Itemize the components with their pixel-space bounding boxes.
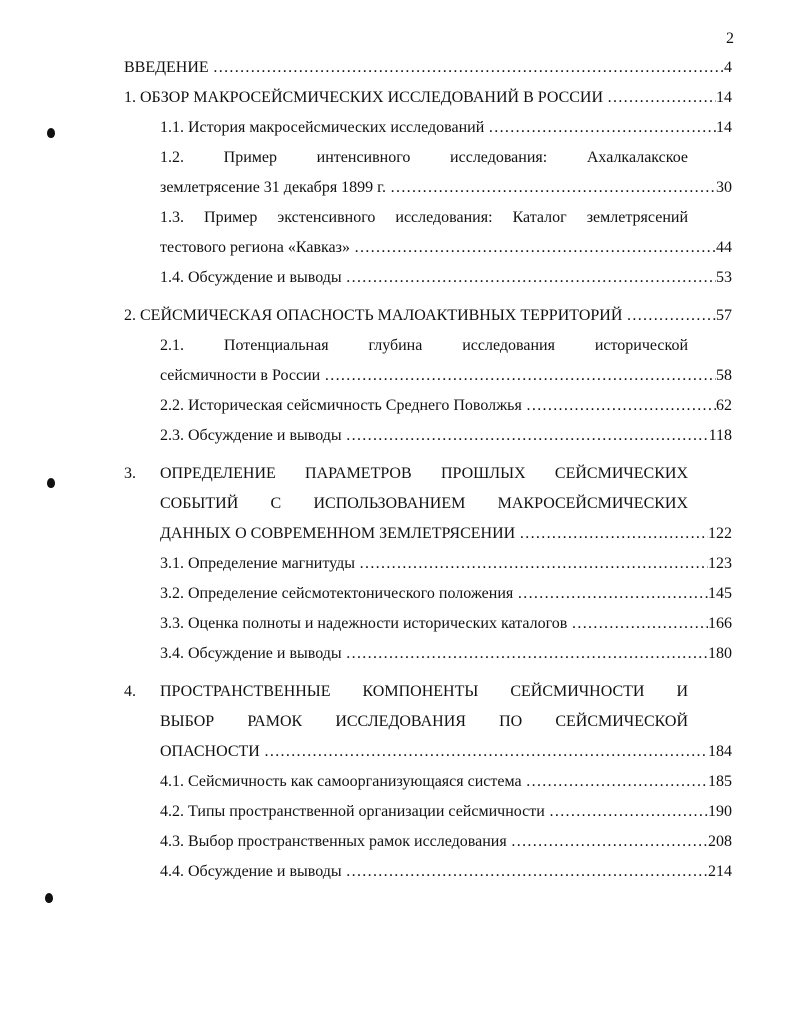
toc-title: тестового региона «Кавказ» [160,239,350,256]
leader-dots [507,832,708,852]
toc-page: 57 [716,307,732,324]
toc-entry-3-4 [160,644,732,664]
leader-dots [342,426,709,446]
leader-dots [209,58,724,78]
leader-dots [386,178,716,198]
toc-title: 3.4. Обсуждение и выводы [160,645,342,662]
toc-title: 2.2. Историческая сейсмичность Среднего Поволжья [160,397,522,414]
toc-page: 118 [708,427,732,444]
word: СЕЙСМИЧЕСКИХ [554,465,688,482]
leader-dots [355,554,708,574]
toc-entry-2-3 [160,426,732,446]
toc-title: 1. ОБЗОР МАКРОСЕЙСМИЧЕСКИХ ИССЛЕДОВАНИЙ В РОССИИ [124,89,604,106]
toc-entry-4-4 [160,862,732,882]
leader-dots [522,772,708,792]
leader-dots [320,366,716,386]
leader-dots [603,88,716,108]
toc-entry-4-2 [160,802,732,822]
word: С [270,495,282,512]
leader-dots [342,268,716,288]
word: ПРОШЛЫХ [440,465,526,482]
toc-page: 44 [716,239,732,256]
toc-page: 4 [724,59,732,76]
leader-dots [567,614,708,634]
toc-page: 122 [708,525,732,542]
toc-entry-1-4 [160,268,732,288]
toc-title: 3.1. Определение магнитуды [160,555,356,572]
toc-entry-2-1-line1 [160,336,688,356]
toc-page: 14 [716,119,732,136]
toc-entry-ch1 [124,88,732,108]
margin-mark [47,478,55,488]
toc-entry-1-3-line1 [160,208,688,228]
toc-title: ОПАСНОСТИ [160,743,260,760]
leader-dots [350,238,716,258]
toc-title: 2. СЕЙСМИЧЕСКАЯ ОПАСНОСТЬ МАЛОАКТИВНЫХ ТЕРРИТОРИЙ [124,307,623,324]
toc-page: 208 [708,833,732,850]
word: РАМОК [247,713,303,730]
toc-page: 145 [708,585,732,602]
toc-title: 1.4. Обсуждение и выводы [160,269,342,286]
word: Пример [223,149,277,166]
leader-dots [522,396,716,416]
toc-entry-ch3-line2 [160,494,688,514]
leader-dots [545,802,708,822]
toc-title: 4.3. Выбор пространственных рамок исследования [160,833,507,850]
toc-entry-ch3-line1 [160,464,688,484]
toc-title: 4.4. Обсуждение и выводы [160,863,342,880]
toc-entry-ch3-line3 [160,524,732,544]
page-number: 2 [726,30,734,47]
word: исследования [462,337,555,354]
toc-page: 184 [708,743,732,760]
word: интенсивного [316,149,411,166]
toc-title: ДАННЫХ О СОВРЕМЕННОМ ЗЕМЛЕТРЯСЕНИИ [160,525,516,542]
toc-page: 62 [716,397,732,414]
toc-entry-3-3 [160,614,732,634]
leader-dots [342,644,708,664]
word: ПО [499,713,523,730]
margin-mark [45,893,53,903]
toc-page: 30 [716,179,732,196]
toc-title: ВВЕДЕНИЕ [124,59,209,76]
word: землетрясений [586,209,688,226]
word: Каталог [512,209,567,226]
toc-entry-intro [124,58,732,78]
toc-title: землетрясение 31 декабря 1899 г. [160,179,386,196]
leader-dots [622,306,716,326]
toc-entry-1-2-line1 [160,148,688,168]
toc-title: 3.3. Оценка полноты и надежности исторических каталогов [160,615,568,632]
leader-dots [342,862,708,882]
word: 1.2. [160,149,184,166]
toc-page: 190 [708,803,732,820]
toc-title: 2.3. Обсуждение и выводы [160,427,342,444]
word: Ахалкалакское [586,149,689,166]
leader-dots [513,584,708,604]
word: исследования: [395,209,493,226]
word: МАКРОСЕЙСМИЧЕСКИХ [497,495,689,512]
word: ПАРАМЕТРОВ [305,465,412,482]
leader-dots [515,524,708,544]
toc-page: 185 [708,773,732,790]
toc-entry-ch4-line1 [160,682,688,702]
word: исследования: [450,149,548,166]
toc-title: 4.1. Сейсмичность как самоорганизующаяся система [160,773,522,790]
toc-entry-ch2 [124,306,732,326]
toc-page: 180 [708,645,732,662]
toc-entry-2-2 [160,396,732,416]
word: исторической [594,337,689,354]
toc-entry-1-3-line2 [160,238,732,258]
word: 1.3. [160,209,184,226]
toc-page: 123 [708,555,732,572]
toc-entry-3-1 [160,554,732,574]
toc-page: 58 [716,367,732,384]
toc-entry-ch4-line3 [160,742,732,762]
word: И [676,683,689,700]
toc-title: сейсмичности в России [160,367,321,384]
toc-title: 1.1. История макросейсмических исследований [160,119,485,136]
leader-dots [260,742,708,762]
toc-page: 166 [708,615,732,632]
word: СЕЙСМИЧЕСКОЙ [555,713,689,730]
word: ПРОСТРАНСТВЕННЫЕ [160,683,331,700]
chapter-number: 3. [124,465,136,482]
word: ИССЛЕДОВАНИЯ [335,713,466,730]
toc-entry-1-2-line2 [160,178,732,198]
toc-page: 214 [708,863,732,880]
toc-entry-2-1-line2 [160,366,732,386]
toc-title: 3.2. Определение сейсмотектонического положения [160,585,514,602]
toc-title: 4.2. Типы пространственной организации сейсмичности [160,803,545,820]
word: глубина [368,337,423,354]
toc-page: 53 [716,269,732,286]
word: ВЫБОР [160,713,215,730]
word: СЕЙСМИЧНОСТИ [510,683,645,700]
word: 2.1. [160,337,184,354]
word: Пример [204,209,258,226]
toc-entry-ch4-line2 [160,712,688,732]
word: КОМПОНЕНТЫ [362,683,479,700]
word: ИСПОЛЬЗОВАНИЕМ [313,495,466,512]
chapter-number: 4. [124,683,136,700]
word: ОПРЕДЕЛЕНИЕ [160,465,276,482]
toc-entry-1-1 [160,118,732,138]
toc-entry-4-3 [160,832,732,852]
word: Потенциальная [223,337,329,354]
word: СОБЫТИЙ [160,495,239,512]
leader-dots [484,118,716,138]
margin-mark [47,128,55,138]
toc-page: 14 [716,89,732,106]
word: экстенсивного [277,209,376,226]
toc-entry-4-1 [160,772,732,792]
toc-entry-3-2 [160,584,732,604]
